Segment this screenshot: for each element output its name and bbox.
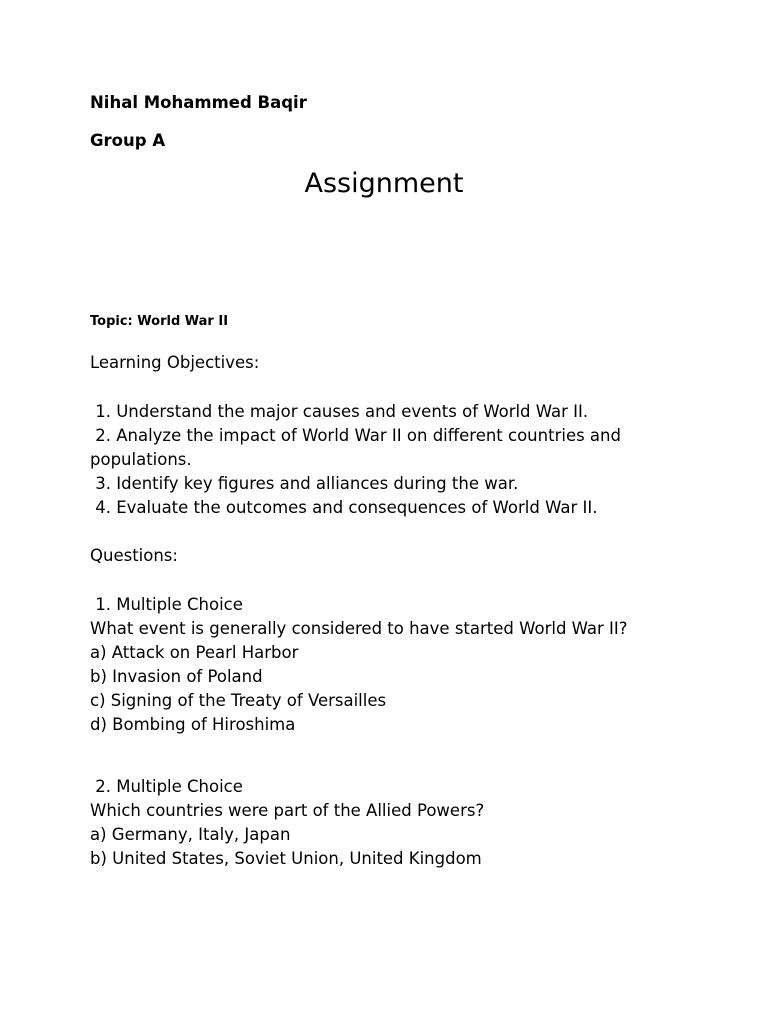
- question-1-text: What event is generally considered to have started World War II?: [90, 619, 628, 638]
- question-2-type: 2. Multiple Choice: [90, 777, 243, 796]
- question-1-option-c: c) Signing of the Treaty of Versailles: [90, 691, 387, 710]
- objective-item: 4. Evaluate the outcomes and consequences of World War II.: [90, 498, 598, 517]
- question-2-option-a: a) Germany, Italy, Japan: [90, 825, 291, 844]
- document-title: Assignment: [304, 168, 464, 199]
- topic-line: Topic: World War II: [90, 314, 229, 329]
- objective-item: 2. Analyze the impact of World War II on different countries and: [90, 426, 621, 445]
- questions-heading: Questions:: [90, 546, 178, 565]
- objective-item-continuation: populations.: [90, 450, 192, 469]
- question-1-option-a: a) Attack on Pearl Harbor: [90, 643, 299, 662]
- objective-item: 1. Understand the major causes and events of World War II.: [90, 402, 589, 421]
- student-group: Group A: [90, 131, 166, 150]
- question-2-option-b: b) United States, Soviet Union, United Kingdom: [90, 849, 482, 868]
- question-1-option-d: d) Bombing of Hiroshima: [90, 715, 296, 734]
- student-name: Nihal Mohammed Baqir: [90, 93, 307, 112]
- question-2-text: Which countries were part of the Allied Powers?: [90, 801, 485, 820]
- objective-item: 3. Identify key figures and alliances during the war.: [90, 474, 519, 493]
- question-1-type: 1. Multiple Choice: [90, 595, 243, 614]
- question-1-option-b: b) Invasion of Poland: [90, 667, 263, 686]
- objectives-heading: Learning Objectives:: [90, 353, 260, 372]
